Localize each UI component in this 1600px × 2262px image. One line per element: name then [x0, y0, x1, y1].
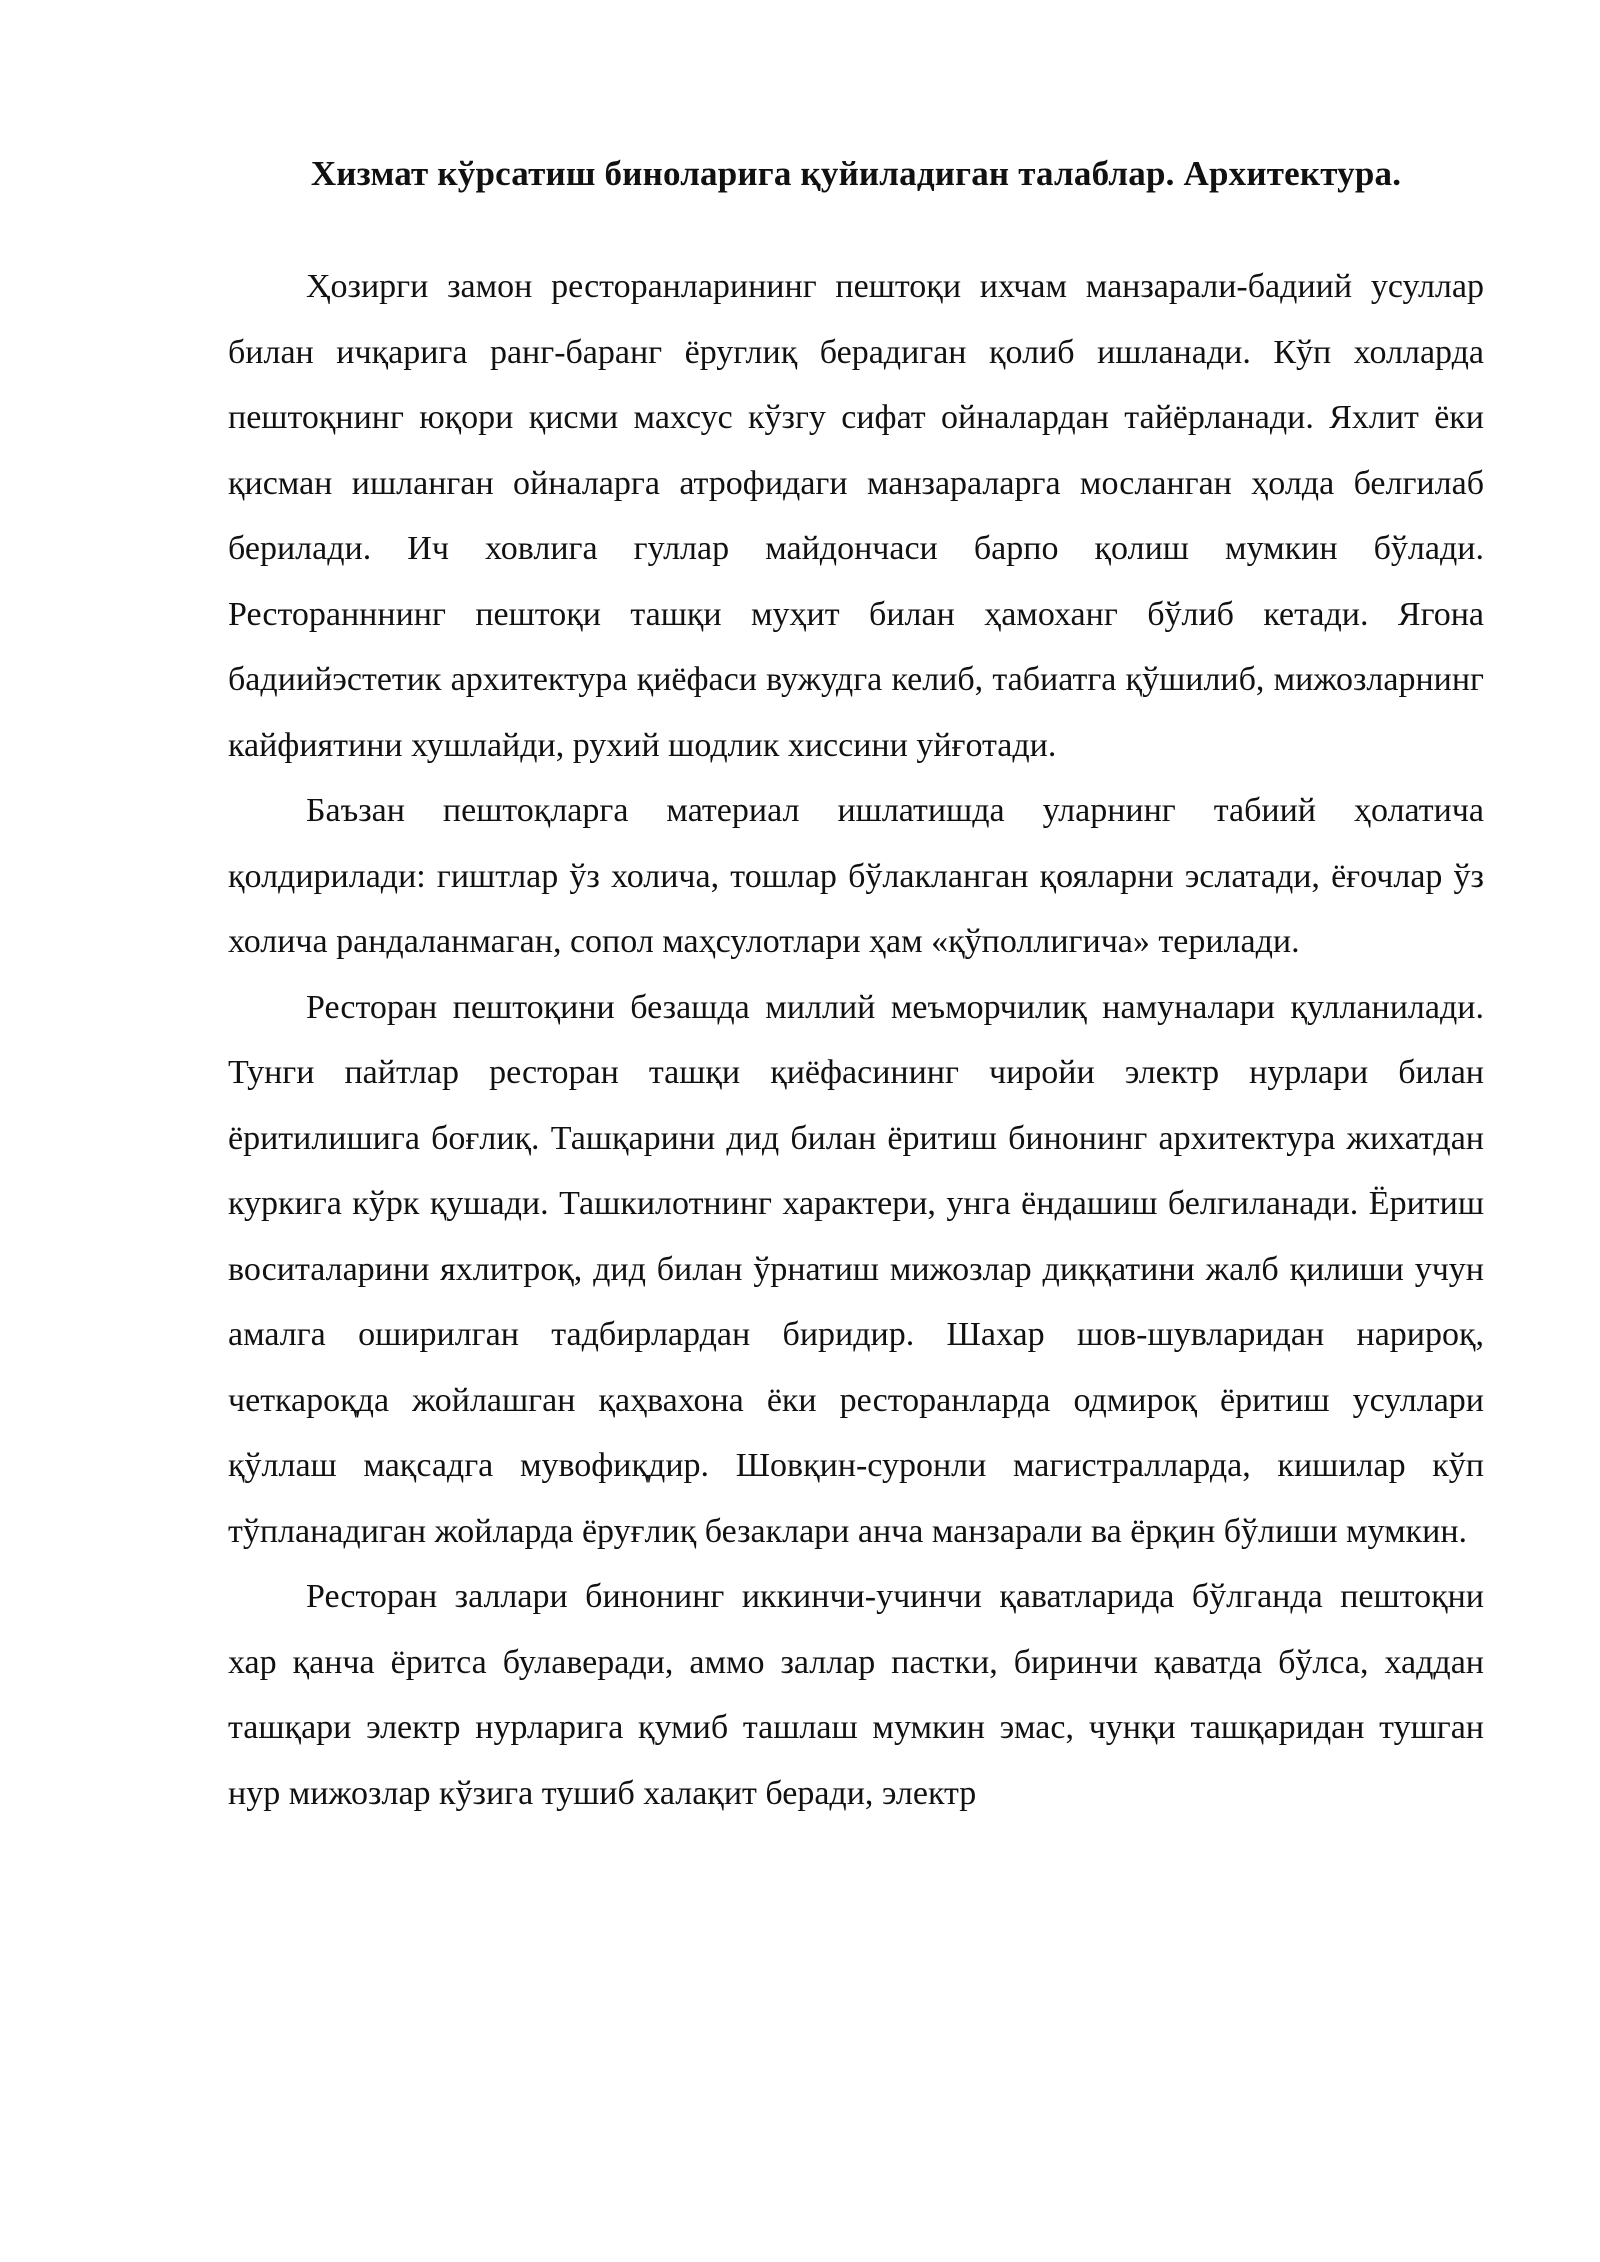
paragraph-1: Ҳозирги замон ресторанларининг пештоқи ихчам манзарали-бадиий усуллар билан ичқарига ранг-баранг ёруглиқ берадиган қолиб ишланади. Кўп холларда пештоқнинг юқори қисми махсус кўзгу сифат ойналардан тайёрланади. Яхлит ёки қисман ишланган ойналарга атрофидаги манзараларга мосланган ҳолда белгилаб берилади. Ич ховлига гуллар майдончаси барпо қолиш мумкин бўлади. Ресторанннинг пештоқи ташқи муҳит билан ҳамоханг бўлиб кетади. Ягона бадиийэстетик архитектура қиёфаси вужудга келиб, табиатга қўшилиб, мижозларнинг кайфиятини хушлайди, рухий шодлик хиссини уйғотади. [228, 268, 1484, 764]
paragraph-2: Баъзан пештоқларга материал ишлатишда уларнинг табиий ҳолатича қолдирилади: гиштлар ўз холича, тошлар бўлакланган қояларни эслатади, ёғочлар ўз холича рандаланмаган, сопол маҳсулотлари ҳам «қўполлигича» терилади. [228, 792, 1484, 960]
document-title: Хизмат кўрсатиш биноларига қуйиладиган талаблар. Архитектура. [310, 154, 1402, 193]
paragraph-3: Ресторан пештоқини безашда миллий меъморчилиқ намуналари қулланилади. Тунги пайтлар ресторан ташқи қиёфасининг чиройи электр нурлари билан ёритилишига боғлиқ. Ташқарини дид билан ёритиш бинонинг архитектура жихатдан куркига кўрк қушади. Ташкилотнинг характери, унга ёндашиш белгиланади. Ёритиш воситаларини яхлитроқ, дид билан ўрнатиш мижозлар диққатини жалб қилиши учун амалга оширилган тадбирлардан биридир. Шахар шов-шувларидан нарироқ, четкароқда жойлашган қаҳвахона ёки ресторанларда одмироқ ёритиш усуллари қўллаш мақсадга мувофиқдир. Шовқин-суронли магистралларда, кишилар кўп тўпланадиган жойларда ёруғлиқ безаклари анча манзарали ва ёрқин бўлиши мумкин. [228, 988, 1484, 1550]
document-page [228, 150, 1484, 1826]
paragraph-4: Ресторан заллари бинонинг иккинчи-учинчи қаватларида бўлганда пештоқни хар қанча ёритса булаверади, аммо заллар пастки, биринчи қаватда бўлса, хаддан ташқари электр нурларига қумиб ташлаш мумкин эмас, чунқи ташқаридан тушган нур мижозлар кўзига тушиб халақит беради, электр [228, 1578, 1484, 1812]
